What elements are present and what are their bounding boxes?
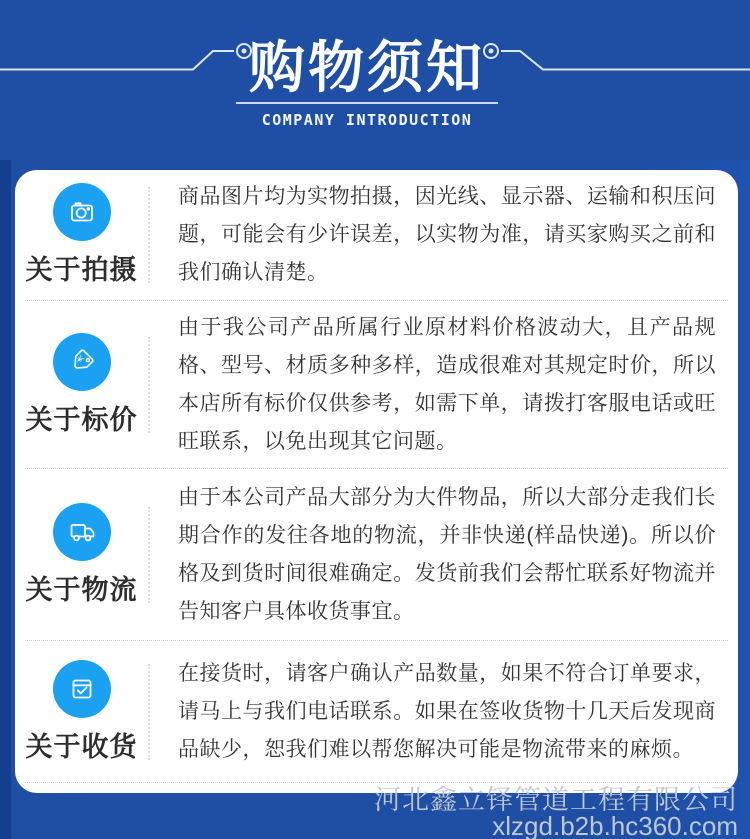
section-icon-column: [15, 660, 148, 764]
header: [0, 0, 750, 160]
circuit-right-line: [501, 51, 750, 70]
section-label: 关于收货: [25, 731, 138, 762]
page-title: 购物须知: [249, 36, 485, 99]
section-icon-column: [15, 503, 148, 607]
section-pricing: [15, 301, 738, 468]
svg-text:¥: ¥: [72, 354, 85, 366]
company-name: 河北鑫立铎管道工程有限公司: [374, 785, 738, 815]
company-url: xlzgd.b2b.hc360.com: [492, 811, 738, 839]
truck-icon: [53, 503, 111, 561]
circuit-left-line: [0, 51, 234, 70]
price-tag-icon: [53, 333, 111, 391]
page-subtitle: COMPANY INTRODUCTION: [261, 111, 473, 129]
section-icon-column: [15, 333, 148, 437]
section-logistics: [15, 469, 738, 640]
section-label: 关于物流: [25, 574, 138, 605]
notice-card: [15, 170, 738, 793]
section-text: 由于我公司产品所属行业原材料价格波动大，且产品规格、型号、材质多种多样，造成很难对其规定时价，所以本店所有标价仅供参考，如需下单，请拨打客服电话或旺旺联系，以免出现其它问题。: [178, 315, 716, 453]
camera-icon: [53, 183, 111, 241]
box-icon: [53, 660, 111, 718]
section-label: 关于拍摄: [25, 255, 138, 285]
section-photography: [15, 170, 738, 300]
section-receiving: [15, 641, 738, 782]
section-icon-column: [15, 183, 148, 287]
section-divider: [25, 782, 728, 783]
section-text: 由于本公司产品大部分为大件物品，所以大部分走我们长期合作的发往各地的物流，并非快递(样品快递)。所以价格及到货时间很难确定。发货前我们会帮忙联系好物流并告知客户具体收货事宜。: [178, 485, 716, 623]
title-underline: [236, 102, 498, 104]
content-area: [0, 160, 750, 839]
section-text: 商品图片均为实物拍摄，因光线、显示器、运输和积压问题，可能会有少许误差，以实物为准，请买家购买之前和我们确认清楚。: [178, 185, 716, 284]
section-label: 关于标价: [25, 404, 138, 435]
company-watermark: [374, 787, 738, 838]
section-text: 在接货时，请客户确认产品数量，如果不符合订单要求，请马上与我们电话联系。如果在签收货物十几天后发现商品缺少，恕我们难以帮您解决可能是物流带来的麻烦。: [178, 661, 716, 761]
